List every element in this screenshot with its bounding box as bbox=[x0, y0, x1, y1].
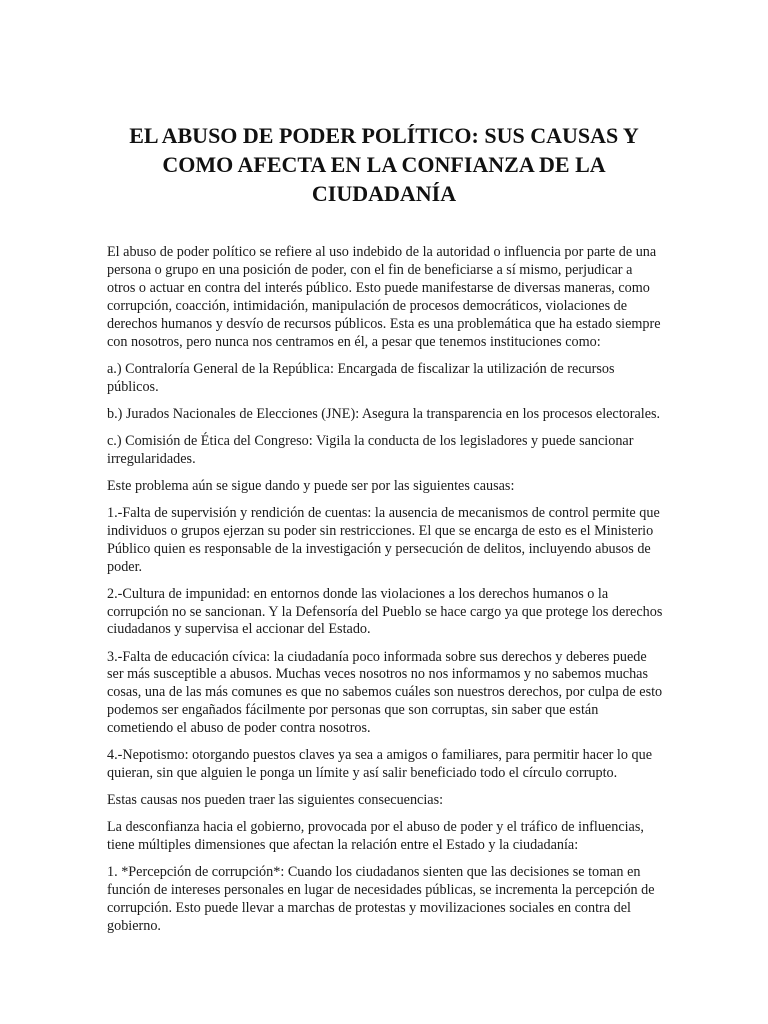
document-title bbox=[100, 121, 668, 208]
title-line: EL ABUSO DE PODER POLÍTICO: SUS CAUSAS Y bbox=[129, 123, 639, 148]
causes-intro-paragraph: Este problema aún se sigue dando y puede ser por las siguientes causas: bbox=[107, 477, 515, 494]
cause-item-educacion: 3.-Falta de educación cívica: la ciudadanía poco informada sobre sus derechos y deberes puede ser más susceptible a abusos. Muchas veces nosotros no nos informamos y no sabemos muchas cosas, una de las más comunes es que no sabemos cuáles son nuestros derechos, por culpa de esto podemos ser engañados fácilmente por personas que son corruptas, sin saber que están cometiendo el abuso de poder contra nosotros. bbox=[107, 648, 663, 737]
institution-item-contraloria: a.) Contraloría General de la República: Encargada de fiscalizar la utilización de recursos públicos. bbox=[107, 360, 615, 395]
title-line: CIUDADANÍA bbox=[311, 181, 457, 206]
intro-paragraph: El abuso de poder político se refiere al uso indebido de la autoridad o influencia por parte de una persona o grupo en una posición de poder, con el fin de beneficiarse a sí mismo, perjudicar a otros o actuar en contra del interés público. Esto puede manifestarse de diversas maneras, como corrupción, coacción, intimidación, manipulación de procesos democráticos, violaciones de derechos humanos y desvío de recursos públicos. Esta es una problemática que ha estado siempre con nosotros, pero nunca nos centramos en él, a pesar que tenemos instituciones como: bbox=[107, 244, 661, 350]
cause-item-impunidad: 2.-Cultura de impunidad: en entornos donde las violaciones a los derechos humanos o la corrupción no se sancionan. Y la Defensoría del Pueblo se hace cargo ya que protege los derechos ciudadanos y supervisa el accionar del Estado. bbox=[107, 585, 663, 638]
institution-item-etica: c.) Comisión de Ética del Congreso: Vigila la conducta de los legisladores y puede sancionar irregularidades. bbox=[107, 432, 634, 467]
consequences-intro-paragraph: Estas causas nos pueden traer las siguientes consecuencias: bbox=[107, 792, 444, 809]
institution-item-jne: b.) Jurados Nacionales de Elecciones (JNE): Asegura la transparencia en los procesos electorales. bbox=[107, 405, 661, 422]
cause-item-supervision: 1.-Falta de supervisión y rendición de cuentas: la ausencia de mecanismos de control permite que individuos o grupos ejerzan su poder sin restricciones. El que se encarga de esto es el Ministerio Público quien es responsable de la investigación y persecución de delitos, incluyendo abusos de poder. bbox=[107, 504, 660, 575]
distrust-paragraph: La desconfianza hacia el gobierno, provocada por el abuso de poder y el tráfico de influencias, tiene múltiples dimensiones que afectan la relación entre el Estado y la ciudadanía: bbox=[107, 819, 644, 854]
cause-item-nepotismo: 4.-Nepotismo: otorgando puestos claves ya sea a amigos o familiares, para permitir hacer lo que quieran, sin que alguien le ponga un límite y así salir beneficiado todo el círculo corrupto. bbox=[107, 747, 652, 782]
consequence-item-corrupcion: 1. *Percepción de corrupción*: Cuando los ciudadanos sienten que las decisiones se toman en función de intereses personales en lugar de necesidades públicas, se incrementa la percepción de corrupción. Esto puede llevar a marchas de protestas y movilizaciones sociales en contra del gobierno. bbox=[107, 864, 655, 935]
title-line: COMO AFECTA EN LA CONFIANZA DE LA bbox=[162, 152, 606, 177]
document-body bbox=[107, 244, 663, 945]
